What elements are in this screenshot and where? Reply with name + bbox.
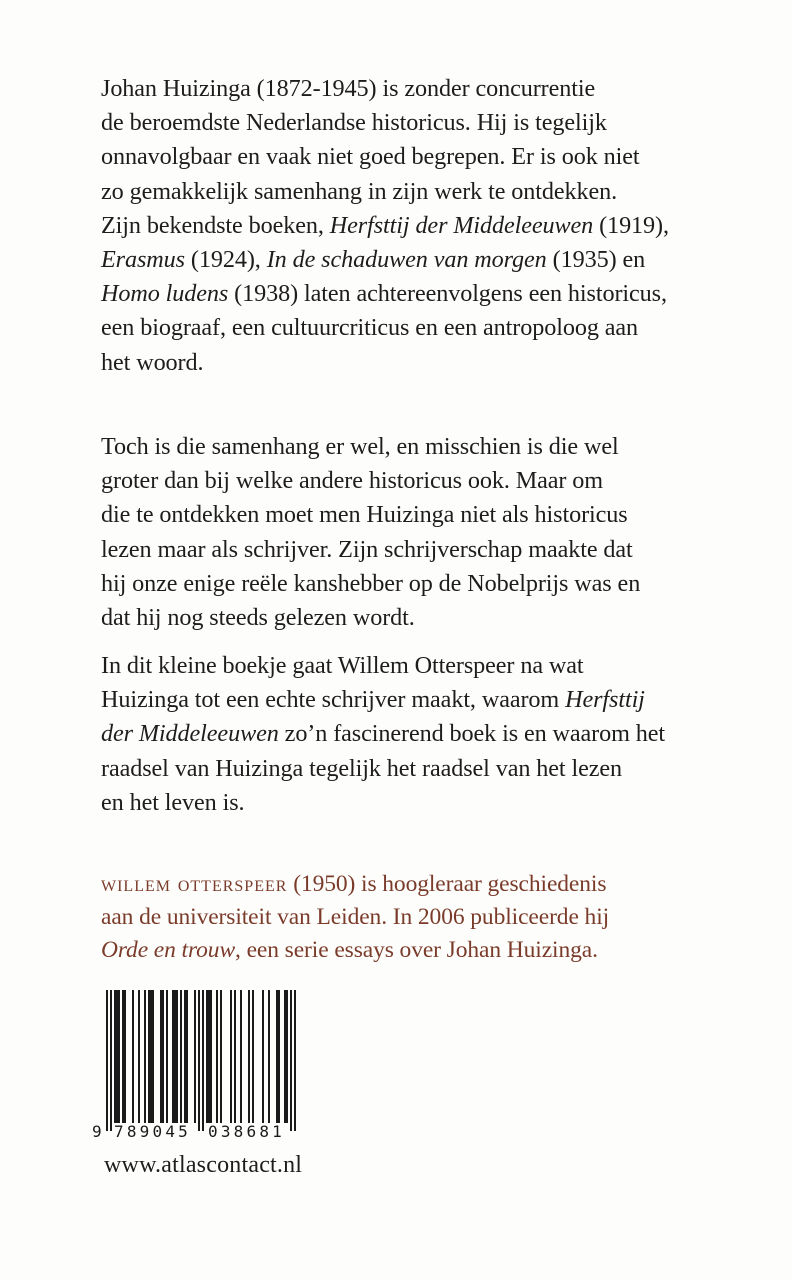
text-line [101,140,741,174]
italic-title: Orde en trouw [101,937,236,964]
italic-title: Herfsttij der Middeleeuwen [329,211,594,239]
text-run: raadsel van Huizinga tegelijk het raadsel van het lezen [101,754,623,782]
text-run: hij onze enige reële kanshebber op de Nobelprijs was en [101,569,641,597]
text-run: (1924), [184,246,267,274]
text-run: , een serie essays over Johan Huizinga. [235,937,598,964]
text-line [101,498,741,532]
text-line [101,601,741,635]
text-run: (1938) laten achtereenvolgens een historicus, [228,280,667,308]
text-run: Huizinga tot een echte schrijver maakt, waarom [101,686,566,714]
barcode-digits: 789045 [114,1122,191,1140]
text-run: een biograaf, een cultuurcriticus en een antropoloog aan [101,314,639,342]
text-run: dat hij nog steeds gelezen wordt. [101,604,415,632]
publisher-url[interactable]: www.atlascontact.nl [104,1152,303,1178]
text-line [101,649,741,683]
text-run: Johan Huizinga (1872-1945) is zonder concurrentie [101,75,596,102]
text-run: In dit kleine boekje gaat Willem Otterspeer na wat [101,652,584,679]
barcode-digits: 9 [92,1122,105,1140]
barcode-digits: 038681 [208,1122,285,1140]
text-line [101,430,741,464]
author-name: willem otterspeer [101,871,288,897]
text-line [101,277,741,311]
text-line [101,567,741,601]
text-run: lezen maar als schrijver. Zijn schrijverschap maakte dat [101,535,633,563]
text-line [101,786,741,820]
text-run: onnavolgbaar en vaak niet goed begrepen. Er is ook niet [101,143,640,171]
paragraph-intro [101,72,741,380]
text-run: die te ontdekken moet men Huizinga niet als historicus [101,501,628,529]
text-run: Toch is die samenhang er wel, en misschien is die wel [101,433,619,460]
author-bio [101,868,741,968]
text-run: Zijn bekendste boeken, [101,211,330,239]
text-run: (1950) is hoogleraar geschiedenis [287,871,607,897]
barcode-icon [92,990,312,1140]
text-line [101,243,741,277]
text-run: zo’n fascinerend boek is en waarom het [278,720,666,748]
italic-title: der Middeleeuwen [101,720,279,748]
text-line [101,311,741,345]
italic-title: Herfsttij [565,686,645,714]
text-run: de beroemdste Nederlandse historicus. Hij is tegelijk [101,109,607,137]
text-run: (1935) en [546,246,646,274]
paragraph-coherence [101,430,741,635]
text-line [101,464,741,498]
text-run: aan de universiteit van Leiden. In 2006 publiceerde hij [101,904,610,931]
text-line [101,901,741,934]
text-line [101,934,741,967]
italic-title: Erasmus [101,246,185,274]
text-run: (1919), [593,211,669,239]
text-run: het woord. [101,348,204,376]
text-line [101,752,741,786]
text-line [101,717,741,751]
text-line [101,346,741,380]
text-line [101,72,741,106]
isbn-barcode [92,990,312,1140]
text-run: zo gemakkelijk samenhang in zijn werk te ontdekken. [101,177,618,205]
text-line [101,106,741,140]
italic-title: Homo ludens [101,280,229,308]
text-run: groter dan bij welke andere historicus ook. Maar om [101,467,604,495]
text-run: en het leven is. [101,788,245,816]
text-line [101,683,741,717]
text-line [101,533,741,567]
text-line [101,868,741,901]
paragraph-book-summary [101,649,741,820]
italic-title: In de schaduwen van morgen [266,246,547,274]
text-line [101,175,741,209]
text-line [101,209,741,243]
